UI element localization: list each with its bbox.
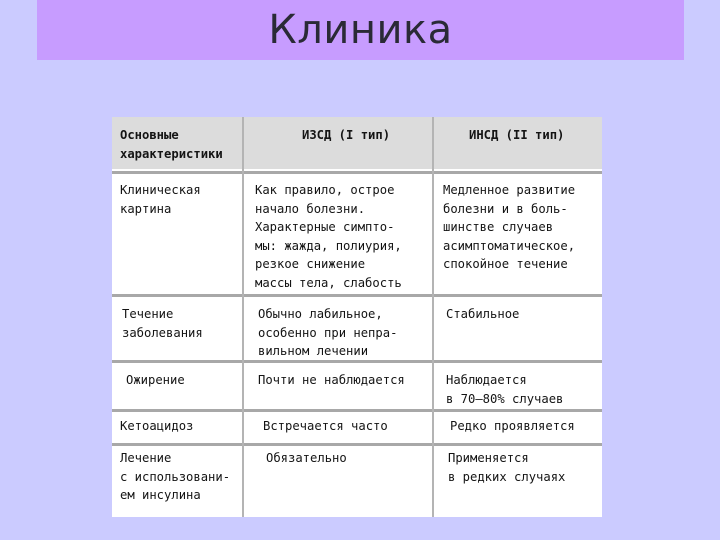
- table-row: [112, 445, 602, 517]
- slide-title: Клиника: [268, 7, 453, 53]
- table-header-row: [112, 117, 602, 169]
- row-characteristic: Течение заболевания: [122, 307, 203, 340]
- table-row: [112, 411, 602, 445]
- row-characteristic: Ожирение: [126, 373, 185, 387]
- header-divider: [112, 171, 602, 174]
- row-type2: Редко проявляется: [450, 419, 575, 433]
- row-divider: [112, 443, 602, 446]
- table-row: [112, 363, 602, 411]
- title-bar: [37, 0, 684, 60]
- row-characteristic: Кетоацидоз: [120, 419, 194, 433]
- row-characteristic: Лечение с использовани- ем инсулина: [120, 451, 231, 502]
- row-type2: Стабильное: [446, 307, 520, 321]
- row-type1: Встречается часто: [263, 419, 388, 433]
- row-type1: Как правило, острое начало болезни. Характерные симпто- мы: жажда, полиурия, резкое снижение массы тела, слабость: [255, 183, 402, 290]
- row-divider: [112, 360, 602, 363]
- column-divider: [432, 117, 434, 517]
- row-type2: Применяется в редких случаях: [448, 451, 566, 484]
- header-characteristics: Основные характеристики: [120, 128, 223, 161]
- row-characteristic: Клиническая картина: [120, 183, 201, 216]
- row-type1: Почти не наблюдается: [258, 373, 405, 387]
- comparison-table: [112, 117, 602, 517]
- header-type1: ИЗСД (I тип): [302, 128, 391, 142]
- row-divider: [112, 409, 602, 412]
- table-row: [112, 175, 602, 299]
- row-type1: Обычно лабильное, особенно при непра- вильном лечении: [258, 307, 398, 358]
- header-type2: ИНСД (II тип): [469, 128, 565, 142]
- row-type2: Наблюдается в 70–80% случаев: [446, 373, 564, 406]
- table-row: [112, 299, 602, 363]
- row-divider: [112, 294, 602, 297]
- row-type2: Медленное развитие болезни и в боль- шинстве случаев асимптоматическое, спокойное течение: [443, 183, 576, 271]
- column-divider: [242, 117, 244, 517]
- row-type1: Обязательно: [266, 451, 347, 465]
